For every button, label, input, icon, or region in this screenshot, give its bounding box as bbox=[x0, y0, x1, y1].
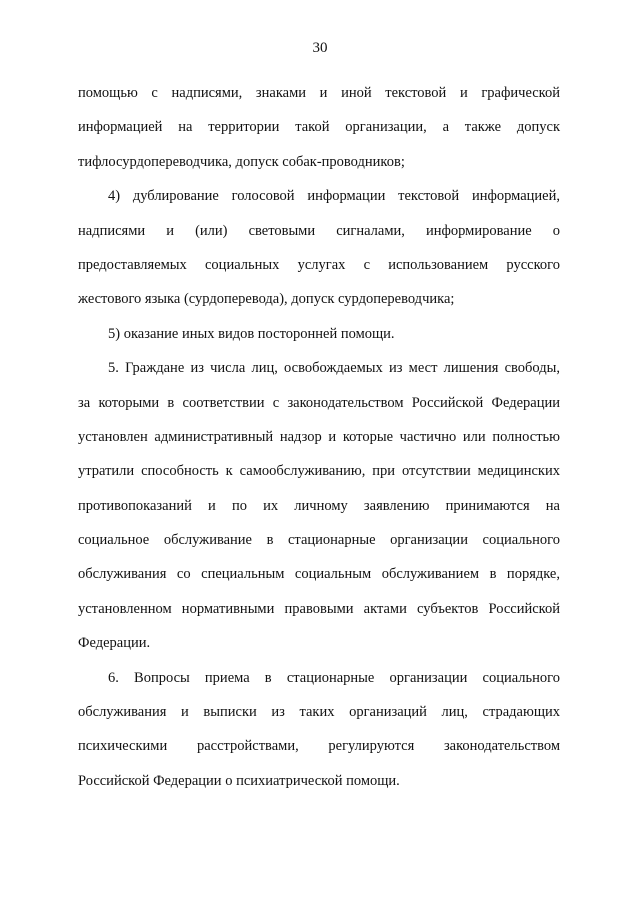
text-line: 5) оказание иных видов посторонней помощи. bbox=[108, 325, 395, 342]
text-line: психическими расстройствами, регулируются законодательством bbox=[78, 738, 560, 755]
text-line: обслуживания и выписки из таких организаций лиц, страдающих bbox=[78, 704, 560, 721]
text-line: 4) дублирование голосовой информации текстовой информацией, bbox=[108, 188, 560, 205]
text-line: предоставляемых социальных услугах с использованием русского bbox=[78, 256, 560, 273]
text-line: Федерации. bbox=[78, 635, 151, 652]
text-line: за которыми в соответствии с законодательством Российской Федерации bbox=[78, 394, 560, 411]
text-line: Российской Федерации о психиатрической помощи. bbox=[78, 772, 400, 789]
text-line: социальное обслуживание в стационарные организации социального bbox=[78, 532, 560, 549]
page-number: 30 bbox=[312, 40, 328, 56]
text-line: 5. Граждане из числа лиц, освобождаемых из мест лишения свободы, bbox=[108, 360, 560, 377]
text-line: тифлосурдопереводчика, допуск собак-проводников; bbox=[78, 153, 405, 170]
text-line: установленном нормативными правовыми актами субъектов Российской bbox=[78, 600, 560, 617]
text-line: противопоказаний и по их личному заявлению принимаются на bbox=[78, 497, 560, 514]
text-line: информацией на территории такой организации, а также допуск bbox=[78, 119, 560, 136]
text-line: 6. Вопросы приема в стационарные организации социального bbox=[108, 669, 560, 686]
text-line: установлен административный надзор и которые частично или полностью bbox=[78, 428, 560, 445]
text-line: обслуживания со специальным социальным обслуживанием в порядке, bbox=[78, 566, 560, 583]
text-line: утратили способность к самообслуживанию, при отсутствии медицинских bbox=[78, 463, 560, 480]
text-line: жестового языка (сурдоперевода), допуск сурдопереводчика; bbox=[78, 291, 455, 308]
text-line: помощью с надписями, знаками и иной текстовой и графической bbox=[78, 85, 560, 101]
text-line: надписями и (или) световыми сигналами, информирование о bbox=[78, 222, 560, 239]
document-body bbox=[78, 76, 560, 798]
